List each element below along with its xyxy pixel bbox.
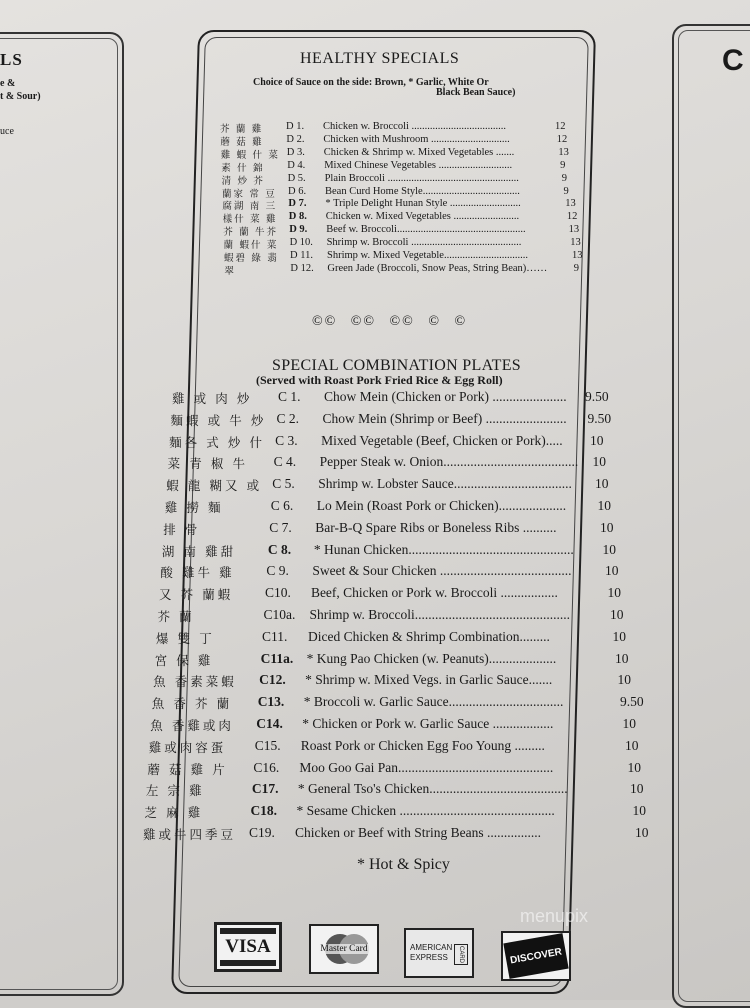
item-name: Beef w. Broccoli................................................. <box>326 224 526 236</box>
item-name: Sweet & Sour Chicken ....................................... <box>312 563 572 579</box>
item-chinese-name: 芝 麻 雞 <box>144 806 204 821</box>
healthy-specials-subtitle: Choice of Sauce on the side: Brown, * Garlic, White Or <box>253 77 489 88</box>
item-name: Shrimp w. Lobster Sauce................................... <box>318 476 572 492</box>
amex-label-2: EXPRESS <box>410 953 448 962</box>
item-price: 10 <box>624 737 639 753</box>
item-chinese-name: 蘑 菇 雞 片 <box>147 762 228 777</box>
item-code: D 3. <box>286 146 305 158</box>
left-panel-text: uce <box>0 126 14 137</box>
item-code: C14. <box>256 716 283 731</box>
item-chinese-name: 雞 或 肉 炒 <box>172 392 253 406</box>
visa-label: VISA <box>225 936 271 957</box>
item-price: 10 <box>597 498 611 513</box>
item-chinese-name: 魚 香雞或肉 <box>150 719 234 733</box>
item-price: 10 <box>629 781 644 797</box>
item-price: 12 <box>566 211 578 223</box>
item-name: * Triple Delight Hunan Style ........................... <box>325 198 521 210</box>
item-name: * Broccoli w. Garlic Sauce.................................. <box>303 694 564 710</box>
item-code: C 4. <box>273 454 297 470</box>
item-code: D 9. <box>289 224 308 236</box>
item-name: Beef, Chicken or Pork w. Broccoli ................. <box>310 585 558 601</box>
item-code: D 11. <box>290 250 313 261</box>
item-name: Moo Goo Gai Pan.............................................. <box>299 759 554 775</box>
item-price: 10 <box>612 628 626 644</box>
item-code: C13. <box>257 694 285 710</box>
item-code: C10a. <box>263 607 296 622</box>
item-chinese-name: 蝦碧 綠 翡 <box>224 254 279 264</box>
item-code: C18. <box>250 803 278 819</box>
item-price: 10 <box>610 607 624 622</box>
item-name: * Shrimp w. Mixed Vegs. in Garlic Sauce....... <box>305 672 553 688</box>
item-name: Chicken with Mushroom .............................. <box>323 133 510 145</box>
item-chinese-name: 腐湖 南 三 <box>222 202 278 213</box>
item-name: Chow Mein (Chicken or Pork) ...................... <box>324 389 567 404</box>
combination-plates-subtitle: (Served with Roast Pork Fried Rice & Egg Roll) <box>256 373 503 387</box>
item-code: D 12. <box>290 262 314 274</box>
item-chinese-name: 又 芥 蘭蝦 <box>158 588 234 603</box>
item-price: 10 <box>594 476 609 492</box>
item-chinese-name: 雞或牛四季豆 <box>143 828 237 842</box>
amex-label-1: AMERICAN <box>410 943 453 952</box>
item-code: C 8. <box>267 541 292 557</box>
left-panel-text: t & Sour) <box>0 91 41 102</box>
item-code: D 6. <box>288 185 307 197</box>
item-price: 10 <box>589 432 604 448</box>
item-chinese-name: 酸 雞牛 雞 <box>160 566 235 581</box>
item-name: Chicken w. Broccoli .................................... <box>323 121 507 132</box>
item-price: 9.50 <box>619 694 644 710</box>
item-name: Diced Chicken & Shrimp Combination......... <box>308 628 550 644</box>
item-code: D 1. <box>286 121 305 132</box>
item-name: Roast Pork or Chicken Egg Foo Young ......... <box>300 737 545 753</box>
item-name: Mixed Chinese Vegetables ............................ <box>324 159 513 171</box>
item-name: Bar-B-Q Spare Ribs or Boneless Ribs .......... <box>315 519 557 535</box>
right-menu-panel <box>672 24 750 1008</box>
item-chinese-name: 蝦 龍 糊又 或 <box>166 479 263 494</box>
item-chinese-name: 魚 香素菜蝦 <box>153 675 237 690</box>
item-chinese-name: 宮 保 雞 <box>154 653 214 668</box>
item-price: 10 <box>599 519 614 535</box>
item-price: 10 <box>632 803 646 819</box>
item-chinese-name: 爆 雙 丁 <box>156 631 215 646</box>
discover-logo <box>501 931 571 981</box>
item-price: 13 <box>572 250 583 261</box>
item-chinese-name: 魚 香 芥 蘭 <box>151 697 233 712</box>
item-price: 10 <box>602 541 616 557</box>
item-chinese-name: 樣什 菜 雞 <box>222 215 278 226</box>
item-name: Shrimp w. Mixed Vegetable................................ <box>327 250 528 261</box>
item-name: Pepper Steak w. Onion........................................ <box>319 454 579 470</box>
item-code: C11a. <box>260 650 294 666</box>
mastercard-logo <box>309 924 379 974</box>
item-chinese-name: 素 什 錦 <box>221 163 265 174</box>
item-code: C 1. <box>278 389 301 404</box>
item-code: C11. <box>262 628 288 644</box>
item-chinese-name: 芥 蘭 牛芥 <box>223 228 278 239</box>
item-chinese-name: 麵蝦 或 牛 炒 <box>170 413 267 428</box>
item-price: 10 <box>627 759 641 775</box>
item-chinese-name: 左 宗 雞 <box>145 784 205 799</box>
watermark: menupix <box>520 906 589 926</box>
item-name: Chicken w. Mixed Vegetables ......................... <box>325 211 520 223</box>
item-name: Chow Mein (Shrimp or Beef) ........................ <box>322 410 567 426</box>
item-name: Shrimp w. Broccoli .......................................... <box>326 237 522 249</box>
item-code: D 8. <box>288 211 307 223</box>
item-price: 13 <box>570 237 581 249</box>
item-chinese-name: 排 骨 <box>163 522 201 537</box>
item-name: Lo Mein (Roast Pork or Chicken).................... <box>316 498 567 513</box>
combination-plates-title: SPECIAL COMBINATION PLATES <box>272 357 522 374</box>
item-price: 9 <box>560 159 566 171</box>
item-code: D 10. <box>289 237 313 249</box>
mastercard-label: Master Card <box>320 944 368 954</box>
item-name: * General Tso's Chicken......................................... <box>297 781 568 797</box>
item-name: Plain Broccoli .................................................. <box>324 172 519 184</box>
item-price: 13 <box>565 198 576 210</box>
item-name: Bean Curd Home Style..................................... <box>325 185 520 197</box>
item-chinese-name: 雞或肉容蛋 <box>148 740 227 755</box>
item-price: 9.50 <box>587 410 612 426</box>
item-chinese-name: 菜 青 椒 牛 <box>167 457 249 472</box>
visa-logo <box>214 922 282 972</box>
item-price: 12 <box>556 133 568 145</box>
discover-label: DISCOVER <box>509 946 563 966</box>
item-chinese-name: 翠 <box>224 266 236 277</box>
left-panel-text: e & <box>0 78 16 89</box>
item-code: C 2. <box>276 410 300 426</box>
item-name: * Chicken or Pork w. Garlic Sauce .................. <box>302 716 554 731</box>
item-price: 9 <box>563 185 569 197</box>
item-name: Green Jade (Broccoli, Snow Peas, String Bean)…… <box>327 262 548 274</box>
item-code: C19. <box>249 825 275 840</box>
item-chinese-name: 麵各 式 炒 什 <box>169 435 265 450</box>
item-name: Chicken or Beef with String Beans ................ <box>295 825 541 840</box>
item-price: 10 <box>617 672 631 688</box>
item-code: C15. <box>254 737 281 753</box>
healthy-specials-subtitle: Black Bean Sauce) <box>436 87 516 98</box>
divider-symbols: ©© ©© ©© © © <box>312 314 468 329</box>
item-code: C 7. <box>269 519 292 535</box>
amex-logo <box>404 928 474 978</box>
item-chinese-name: 蘭家 常 豆 <box>222 189 277 200</box>
item-chinese-name: 蘑 菇 雞 <box>220 137 264 148</box>
hot-spicy-note: * Hot & Spicy <box>357 856 450 873</box>
item-code: D 2. <box>286 133 305 145</box>
item-code: D 5. <box>287 172 306 184</box>
item-chinese-name: 雞 撈 麵 <box>164 501 224 515</box>
item-code: C 5. <box>272 476 295 492</box>
item-name: * Sesame Chicken .............................................. <box>296 803 555 819</box>
item-name: * Hunan Chicken................................................. <box>313 541 574 557</box>
item-price: 12 <box>555 121 566 132</box>
item-name: Chicken & Shrimp w. Mixed Vegetables ....... <box>323 146 515 158</box>
right-panel-title: C <box>722 44 744 77</box>
item-price: 9 <box>573 262 579 274</box>
item-price: 9.50 <box>585 389 609 404</box>
item-code: C 6. <box>270 498 294 513</box>
item-chinese-name: 芥 蘭 <box>157 610 195 624</box>
item-code: D 4. <box>287 159 306 171</box>
item-price: 10 <box>604 563 619 579</box>
item-chinese-name: 湖 南 雞甜 <box>161 544 237 559</box>
left-panel-title: LS <box>0 50 23 69</box>
item-name: Shrimp w. Broccoli.............................................. <box>309 607 570 622</box>
healthy-specials-title: HEALTHY SPECIALS <box>300 50 460 67</box>
item-price: 10 <box>607 585 621 601</box>
item-price: 9 <box>561 172 568 184</box>
item-chinese-name: 清 炒 芥 <box>221 176 265 187</box>
item-price: 10 <box>614 650 629 666</box>
item-price: 10 <box>635 825 649 840</box>
item-code: C12. <box>259 672 286 688</box>
item-chinese-name: 芥 蘭 雞 <box>220 125 264 135</box>
item-chinese-name: 雞 蝦 什 菜 <box>220 150 280 161</box>
item-price: 13 <box>558 146 569 158</box>
item-name: Mixed Vegetable (Beef, Chicken or Pork)..... <box>321 432 563 448</box>
amex-card-tag: CARD <box>454 944 468 965</box>
item-code: C16. <box>253 759 280 775</box>
item-code: D 7. <box>288 198 307 210</box>
item-chinese-name: 蘭 蝦什 菜 <box>223 241 279 252</box>
item-code: C 3. <box>275 432 298 448</box>
item-code: C 9. <box>266 563 289 579</box>
item-code: C10. <box>264 585 291 601</box>
item-name: * Kung Pao Chicken (w. Peanuts).................... <box>306 650 557 666</box>
item-price: 13 <box>568 224 580 236</box>
item-code: C17. <box>251 781 279 797</box>
item-price: 10 <box>622 716 636 731</box>
left-menu-panel <box>0 32 124 996</box>
item-price: 10 <box>592 454 606 470</box>
